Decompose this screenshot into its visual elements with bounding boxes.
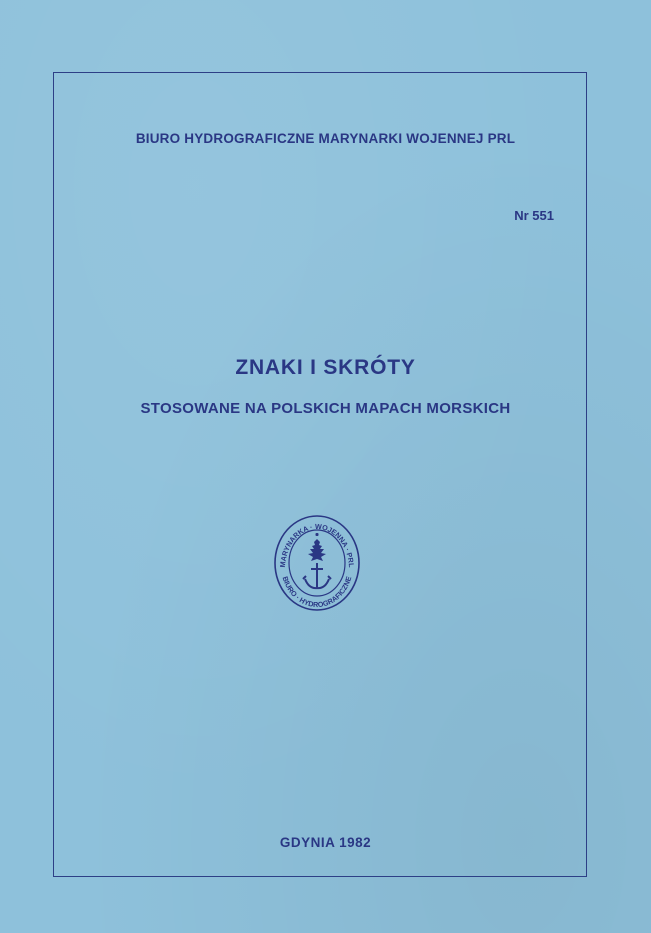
eagle-icon: [308, 533, 326, 561]
place-and-year: GDYNIA 1982: [279, 835, 372, 850]
eagle-anchor-emblem-icon: [271, 513, 363, 613]
cover-border-frame: [53, 72, 587, 877]
cover-subtitle: STOSOWANE NA POLSKICH MAPACH MORSKICH: [140, 400, 511, 417]
emblem-top-text: MARYNARKA · WOJENNA · PRL: [277, 521, 357, 568]
publication-number: Nr 551: [514, 208, 554, 223]
cover-title: ZNAKI I SKRÓTY: [235, 356, 416, 379]
anchor-icon: [303, 563, 331, 588]
publisher-name: BIURO HYDROGRAFICZNE MARYNARKI WOJENNEJ PRL: [135, 131, 516, 146]
emblem-bottom-text: BIURO · HYDROGRAFICZNE: [280, 575, 354, 610]
